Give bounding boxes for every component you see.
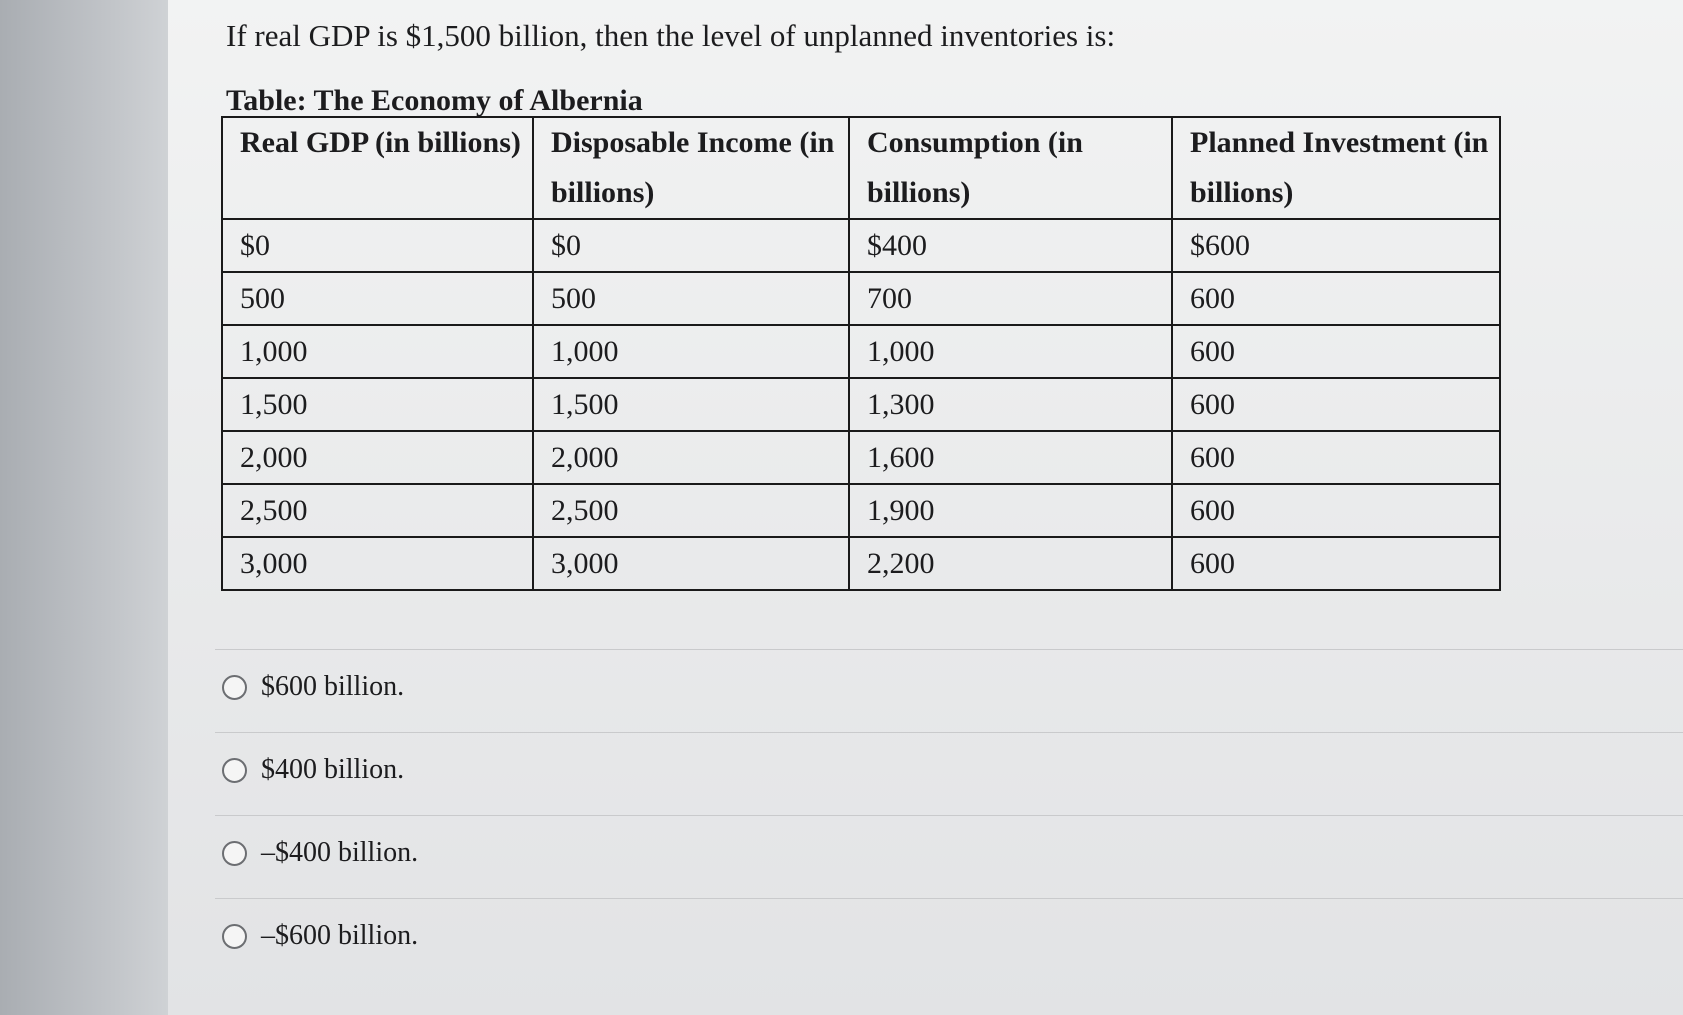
divider: [215, 898, 1683, 899]
question-text: If real GDP is $1,500 billion, then the level of unplanned inventories is:: [226, 18, 1116, 53]
cell-real-gdp: 1,000: [222, 325, 533, 378]
cell-consumption: 1,900: [849, 484, 1172, 537]
header-consumption: Consumption (in billions): [849, 117, 1172, 219]
cell-planned-investment: 600: [1172, 537, 1500, 590]
cell-planned-investment: 600: [1172, 272, 1500, 325]
cell-planned-investment: $600: [1172, 219, 1500, 272]
cell-planned-investment: 600: [1172, 431, 1500, 484]
cell-disposable-income: 1,000: [533, 325, 849, 378]
answer-option-label: –$400 billion.: [261, 837, 419, 868]
cell-consumption: 1,600: [849, 431, 1172, 484]
cell-disposable-income: 2,000: [533, 431, 849, 484]
radio-button[interactable]: [222, 841, 247, 866]
table-row: [222, 431, 1500, 484]
cell-consumption: 700: [849, 272, 1172, 325]
answer-option-4[interactable]: [222, 920, 418, 952]
cell-disposable-income: 500: [533, 272, 849, 325]
answer-option-label: $400 billion.: [261, 754, 405, 785]
table-row: [222, 484, 1500, 537]
cell-disposable-income: $0: [533, 219, 849, 272]
table-row: [222, 325, 1500, 378]
cell-planned-investment: 600: [1172, 325, 1500, 378]
table-row: [222, 219, 1500, 272]
cell-planned-investment: 600: [1172, 378, 1500, 431]
table-header-row: [222, 117, 1500, 219]
radio-button[interactable]: [222, 924, 247, 949]
table-caption: Table: The Economy of Albernia: [226, 84, 643, 117]
cell-disposable-income: 1,500: [533, 378, 849, 431]
divider: [215, 732, 1683, 733]
cell-consumption: $400: [849, 219, 1172, 272]
divider: [215, 815, 1683, 816]
header-disposable-income: Disposable Income (in billions): [533, 117, 849, 219]
answer-option-2[interactable]: [222, 754, 404, 786]
radio-button[interactable]: [222, 675, 247, 700]
cell-disposable-income: 3,000: [533, 537, 849, 590]
cell-real-gdp: 2,500: [222, 484, 533, 537]
table-row: [222, 378, 1500, 431]
cell-disposable-income: 2,500: [533, 484, 849, 537]
divider: [215, 649, 1683, 650]
answer-option-3[interactable]: [222, 837, 418, 869]
header-real-gdp: Real GDP (in billions): [222, 117, 533, 219]
cell-real-gdp: 1,500: [222, 378, 533, 431]
economy-table: [221, 116, 1501, 591]
cell-real-gdp: 2,000: [222, 431, 533, 484]
radio-button[interactable]: [222, 758, 247, 783]
answer-option-label: –$600 billion.: [261, 920, 419, 951]
cell-real-gdp: 500: [222, 272, 533, 325]
cell-consumption: 1,000: [849, 325, 1172, 378]
cell-consumption: 2,200: [849, 537, 1172, 590]
table-row: [222, 537, 1500, 590]
answer-option-label: $600 billion.: [261, 671, 405, 702]
cell-consumption: 1,300: [849, 378, 1172, 431]
answer-option-1[interactable]: [222, 671, 404, 703]
header-planned-investment: Planned Investment (in billions): [1172, 117, 1500, 219]
cell-real-gdp: 3,000: [222, 537, 533, 590]
cell-real-gdp: $0: [222, 219, 533, 272]
cell-planned-investment: 600: [1172, 484, 1500, 537]
table-row: [222, 272, 1500, 325]
screen-bezel: [0, 0, 168, 1015]
